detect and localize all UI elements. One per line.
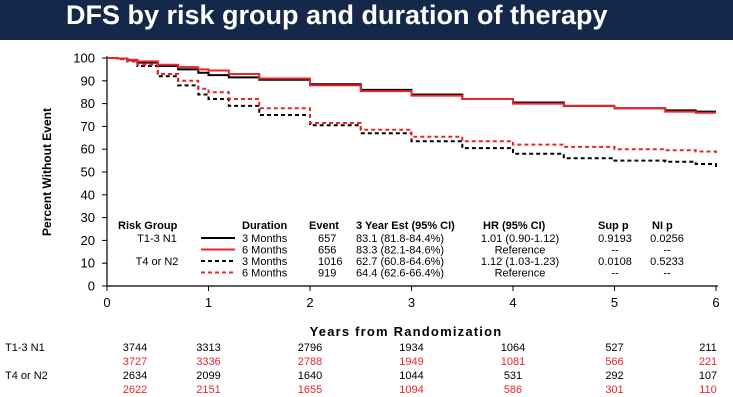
x-axis-title: Years from Randomization [309, 324, 503, 339]
x-tick-label: 6 [712, 295, 720, 310]
legend-sup-p: -- [611, 267, 619, 280]
y-tick-label: 70 [80, 118, 95, 134]
at-risk-value: 107 [698, 370, 718, 382]
at-risk-value: 2622 [122, 384, 148, 396]
legend-3yr-est: 83.1 (81.8-84.4%) [356, 233, 445, 245]
legend-header: Sup p [598, 220, 629, 232]
at-risk-value: 3336 [196, 356, 221, 368]
legend-header: HR (95% CI) [483, 220, 546, 232]
at-risk-value: 566 [605, 356, 624, 368]
legend-3yr-est: 64.4 (62.6-66.4%) [356, 267, 445, 280]
y-tick-label: 30 [80, 210, 95, 226]
at-risk-value: 531 [503, 370, 523, 382]
legend-sup-p: 0.0108 [598, 256, 632, 268]
at-risk-value: 1949 [399, 356, 424, 368]
at-risk-value: 1640 [297, 370, 323, 382]
legend-sup-p: -- [611, 244, 619, 257]
legend-event: 656 [318, 244, 337, 257]
legend-header: Event [309, 220, 339, 232]
at-risk-value: 1081 [500, 356, 526, 368]
at-risk-value: 110 [699, 384, 717, 396]
legend-hr: Reference [494, 267, 546, 280]
legend-ni-p: 0.0256 [650, 233, 684, 245]
at-risk-value: 1655 [297, 384, 323, 396]
legend-event: 1016 [318, 256, 343, 268]
legend-event: 657 [318, 233, 337, 245]
y-tick-label: 80 [80, 96, 95, 112]
y-axis-title: Percent Without Event [40, 108, 54, 236]
legend-3yr-est: 62.7 (60.8-64.6%) [356, 256, 445, 268]
legend-header: NI p [652, 220, 673, 232]
y-tick-label: 50 [80, 164, 95, 180]
at-risk-value: 292 [605, 370, 624, 382]
at-risk-value: 221 [698, 356, 718, 368]
legend-ni-p: -- [663, 267, 671, 280]
km-curve-1 [107, 58, 716, 112]
y-tick-label: 20 [80, 232, 95, 248]
at-risk-value: 527 [605, 342, 624, 354]
at-risk-value: 1044 [399, 370, 424, 382]
x-tick-label: 1 [204, 295, 213, 310]
at-risk-value: 2634 [122, 370, 148, 382]
y-tick-label: 90 [80, 73, 95, 89]
legend-risk-group: T1-3 N1 [137, 233, 177, 245]
legend-3yr-est: 83.3 (82.1-84.6%) [356, 244, 445, 257]
legend-duration: 6 Months [242, 244, 288, 257]
legend-sup-p: 0.9193 [598, 233, 632, 245]
x-tick-label: 4 [509, 295, 517, 310]
at-risk-value: 2151 [196, 384, 221, 396]
x-tick-label: 5 [610, 295, 619, 310]
legend-header: 3 Year Est (95% CI) [356, 220, 455, 232]
y-tick-label: 10 [80, 255, 95, 271]
at-risk-value: 211 [699, 342, 717, 354]
at-risk-value: 2099 [196, 370, 221, 382]
legend-hr: 1.01 (0.90-1.12) [480, 233, 560, 245]
legend-hr: 1.12 (1.03-1.23) [480, 256, 560, 268]
at-risk-value: 301 [605, 384, 624, 396]
at-risk-value: 3313 [196, 342, 221, 354]
page-title: DFS by risk group and duration of therapy [66, 0, 608, 30]
legend-hr: Reference [494, 244, 546, 257]
x-tick-label: 3 [407, 295, 416, 310]
legend-header: Duration [242, 220, 288, 232]
at-risk-value: 586 [503, 384, 523, 396]
at-risk-value: 2796 [297, 342, 323, 354]
legend-event: 919 [318, 267, 337, 280]
legend-duration: 3 Months [242, 233, 288, 245]
y-tick-label: 60 [80, 141, 95, 157]
legend-ni-p: -- [663, 244, 671, 257]
y-tick-label: 40 [80, 187, 95, 203]
at-risk-value: 2788 [297, 356, 323, 368]
legend-duration: 3 Months [242, 256, 288, 268]
at-risk-group-label: T4 or N2 [5, 370, 48, 382]
at-risk-value: 1064 [500, 342, 526, 354]
y-tick-label: 0 [87, 278, 95, 294]
at-risk-group-label: T1-3 N1 [5, 342, 45, 354]
km-curve-3 [107, 58, 716, 169]
x-tick-label: 0 [103, 295, 111, 310]
y-tick-label: 100 [73, 50, 95, 66]
legend-ni-p: 0.5233 [650, 256, 684, 268]
at-risk-value: 1094 [399, 384, 424, 396]
at-risk-value: 3727 [122, 356, 148, 368]
km-curve-2 [107, 58, 716, 113]
legend-duration: 6 Months [242, 267, 288, 280]
at-risk-value: 1934 [399, 342, 424, 354]
at-risk-value: 3744 [122, 342, 148, 354]
legend-header: Risk Group [118, 220, 178, 232]
x-tick-label: 2 [306, 295, 314, 310]
legend-risk-group: T4 or N2 [135, 256, 179, 268]
